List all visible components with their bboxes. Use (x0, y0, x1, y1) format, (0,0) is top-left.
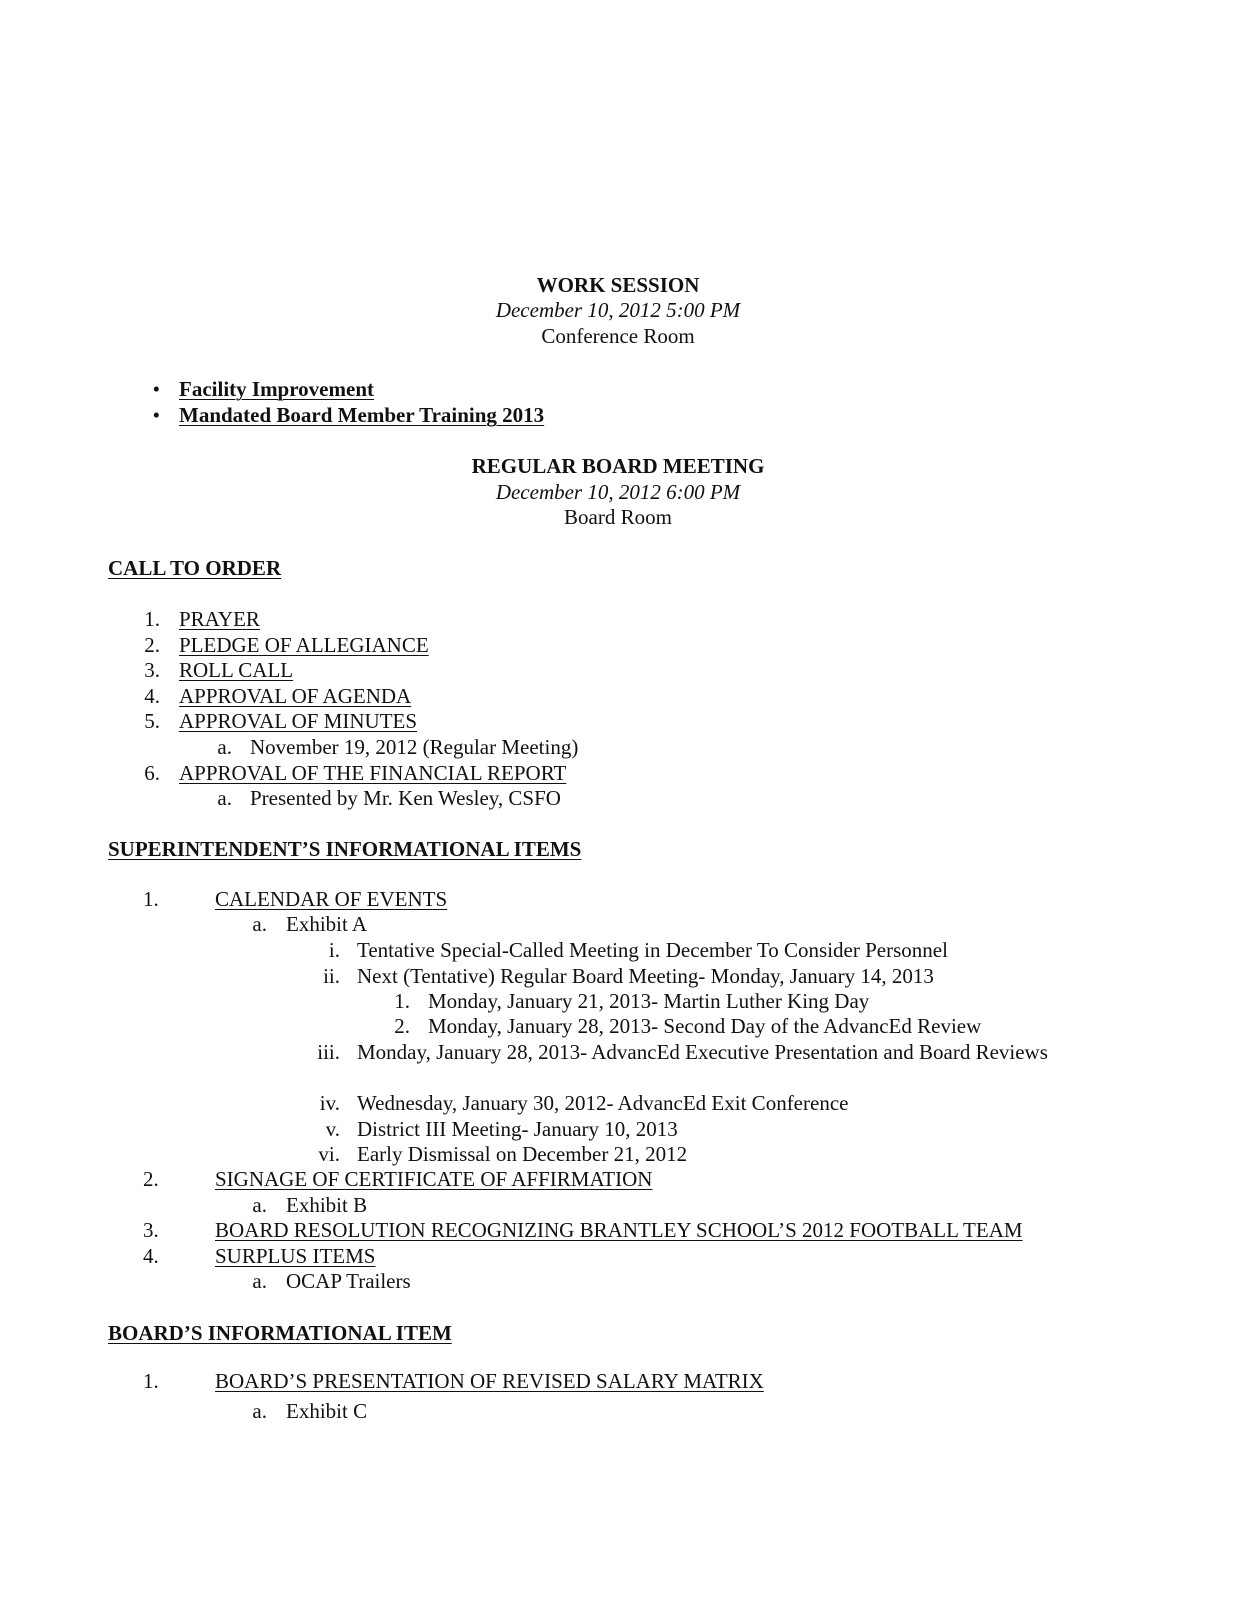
calendar-event: Early Dismissal on December 21, 2012 (357, 1142, 688, 1166)
agenda-item: PLEDGE OF ALLEGIANCE (179, 633, 429, 657)
agenda-item: APPROVAL OF THE FINANCIAL REPORT (179, 761, 567, 785)
section-heading-call-to-order: CALL TO ORDER (108, 556, 282, 580)
sub-item: Presented by Mr. Ken Wesley, CSFO (250, 786, 561, 810)
calendar-event: Tentative Special-Called Meeting in December To Consider Personnel (357, 938, 948, 962)
item-number: 3. (144, 658, 160, 682)
item-number: 2. (144, 633, 160, 657)
sub-item: Exhibit C (286, 1399, 368, 1423)
section-heading-superintendent: SUPERINTENDENT’S INFORMATIONAL ITEMS (108, 837, 582, 861)
calendar-event-child: Monday, January 21, 2013- Martin Luther King Day (428, 989, 870, 1013)
sub-item-letter: a. (252, 912, 267, 936)
agenda-item: SIGNAGE OF CERTIFICATE OF AFFIRMATION (215, 1167, 653, 1191)
bullet-icon: • (152, 377, 160, 401)
calendar-event-child: Monday, January 28, 2013- Second Day of the AdvancEd Review (428, 1014, 982, 1038)
sub-item: Exhibit B (286, 1193, 368, 1217)
regular-meeting-title: REGULAR BOARD MEETING (471, 454, 765, 478)
agenda-item: BOARD’S PRESENTATION OF REVISED SALARY MATRIX (215, 1369, 764, 1393)
item-number: 1. (144, 607, 160, 631)
event-child-number: 1. (394, 989, 410, 1013)
work-session-datetime: December 10, 2012 5:00 PM (495, 298, 741, 322)
section-heading-board: BOARD’S INFORMATIONAL ITEM (108, 1321, 452, 1345)
agenda-item: APPROVAL OF MINUTES (179, 709, 418, 733)
agenda-item: PRAYER (179, 607, 260, 631)
item-number: 6. (144, 761, 160, 785)
agenda-item: SURPLUS ITEMS (215, 1244, 376, 1268)
sub-item-letter: a. (252, 1269, 267, 1293)
event-numeral: iii. (317, 1040, 340, 1064)
sub-item-letter: a. (217, 786, 232, 810)
agenda-item: CALENDAR OF EVENTS (215, 887, 448, 911)
sub-item: OCAP Trailers (286, 1269, 411, 1293)
sub-item-letter: a. (217, 735, 232, 759)
item-number: 1. (143, 1369, 159, 1393)
event-numeral: ii. (323, 964, 340, 988)
event-numeral: i. (328, 938, 340, 962)
event-numeral: iv. (319, 1091, 340, 1115)
agenda-item: BOARD RESOLUTION RECOGNIZING BRANTLEY SCHOOL’S 2012 FOOTBALL TEAM (215, 1218, 1023, 1242)
item-number: 2. (143, 1167, 159, 1191)
event-numeral: vi. (318, 1142, 340, 1166)
sub-item-letter: a. (252, 1399, 267, 1423)
calendar-event: District III Meeting- January 10, 2013 (357, 1117, 678, 1141)
calendar-event: Next (Tentative) Regular Board Meeting- Monday, January 14, 2013 (357, 964, 934, 988)
regular-meeting-location: Board Room (564, 505, 672, 529)
item-number: 5. (144, 709, 160, 733)
work-session-bullet: Facility Improvement (179, 377, 374, 401)
item-number: 4. (143, 1244, 159, 1268)
sub-item: Exhibit A (286, 912, 368, 936)
calendar-event: Monday, January 28, 2013- AdvancEd Executive Presentation and Board Reviews (357, 1040, 1048, 1064)
work-session-title: WORK SESSION (536, 273, 700, 297)
agenda-item: ROLL CALL (179, 658, 294, 682)
agenda-item: APPROVAL OF AGENDA (179, 684, 412, 708)
calendar-event: Wednesday, January 30, 2012- AdvancEd Exit Conference (357, 1091, 849, 1115)
event-numeral: v. (325, 1117, 340, 1141)
bullet-icon: • (152, 403, 160, 427)
sub-item-letter: a. (252, 1193, 267, 1217)
item-number: 1. (143, 887, 159, 911)
regular-meeting-datetime: December 10, 2012 6:00 PM (495, 480, 741, 504)
work-session-location: Conference Room (541, 324, 695, 348)
sub-item: November 19, 2012 (Regular Meeting) (250, 735, 579, 759)
item-number: 3. (143, 1218, 159, 1242)
event-child-number: 2. (394, 1014, 410, 1038)
work-session-bullet: Mandated Board Member Training 2013 (179, 403, 545, 427)
item-number: 4. (144, 684, 160, 708)
